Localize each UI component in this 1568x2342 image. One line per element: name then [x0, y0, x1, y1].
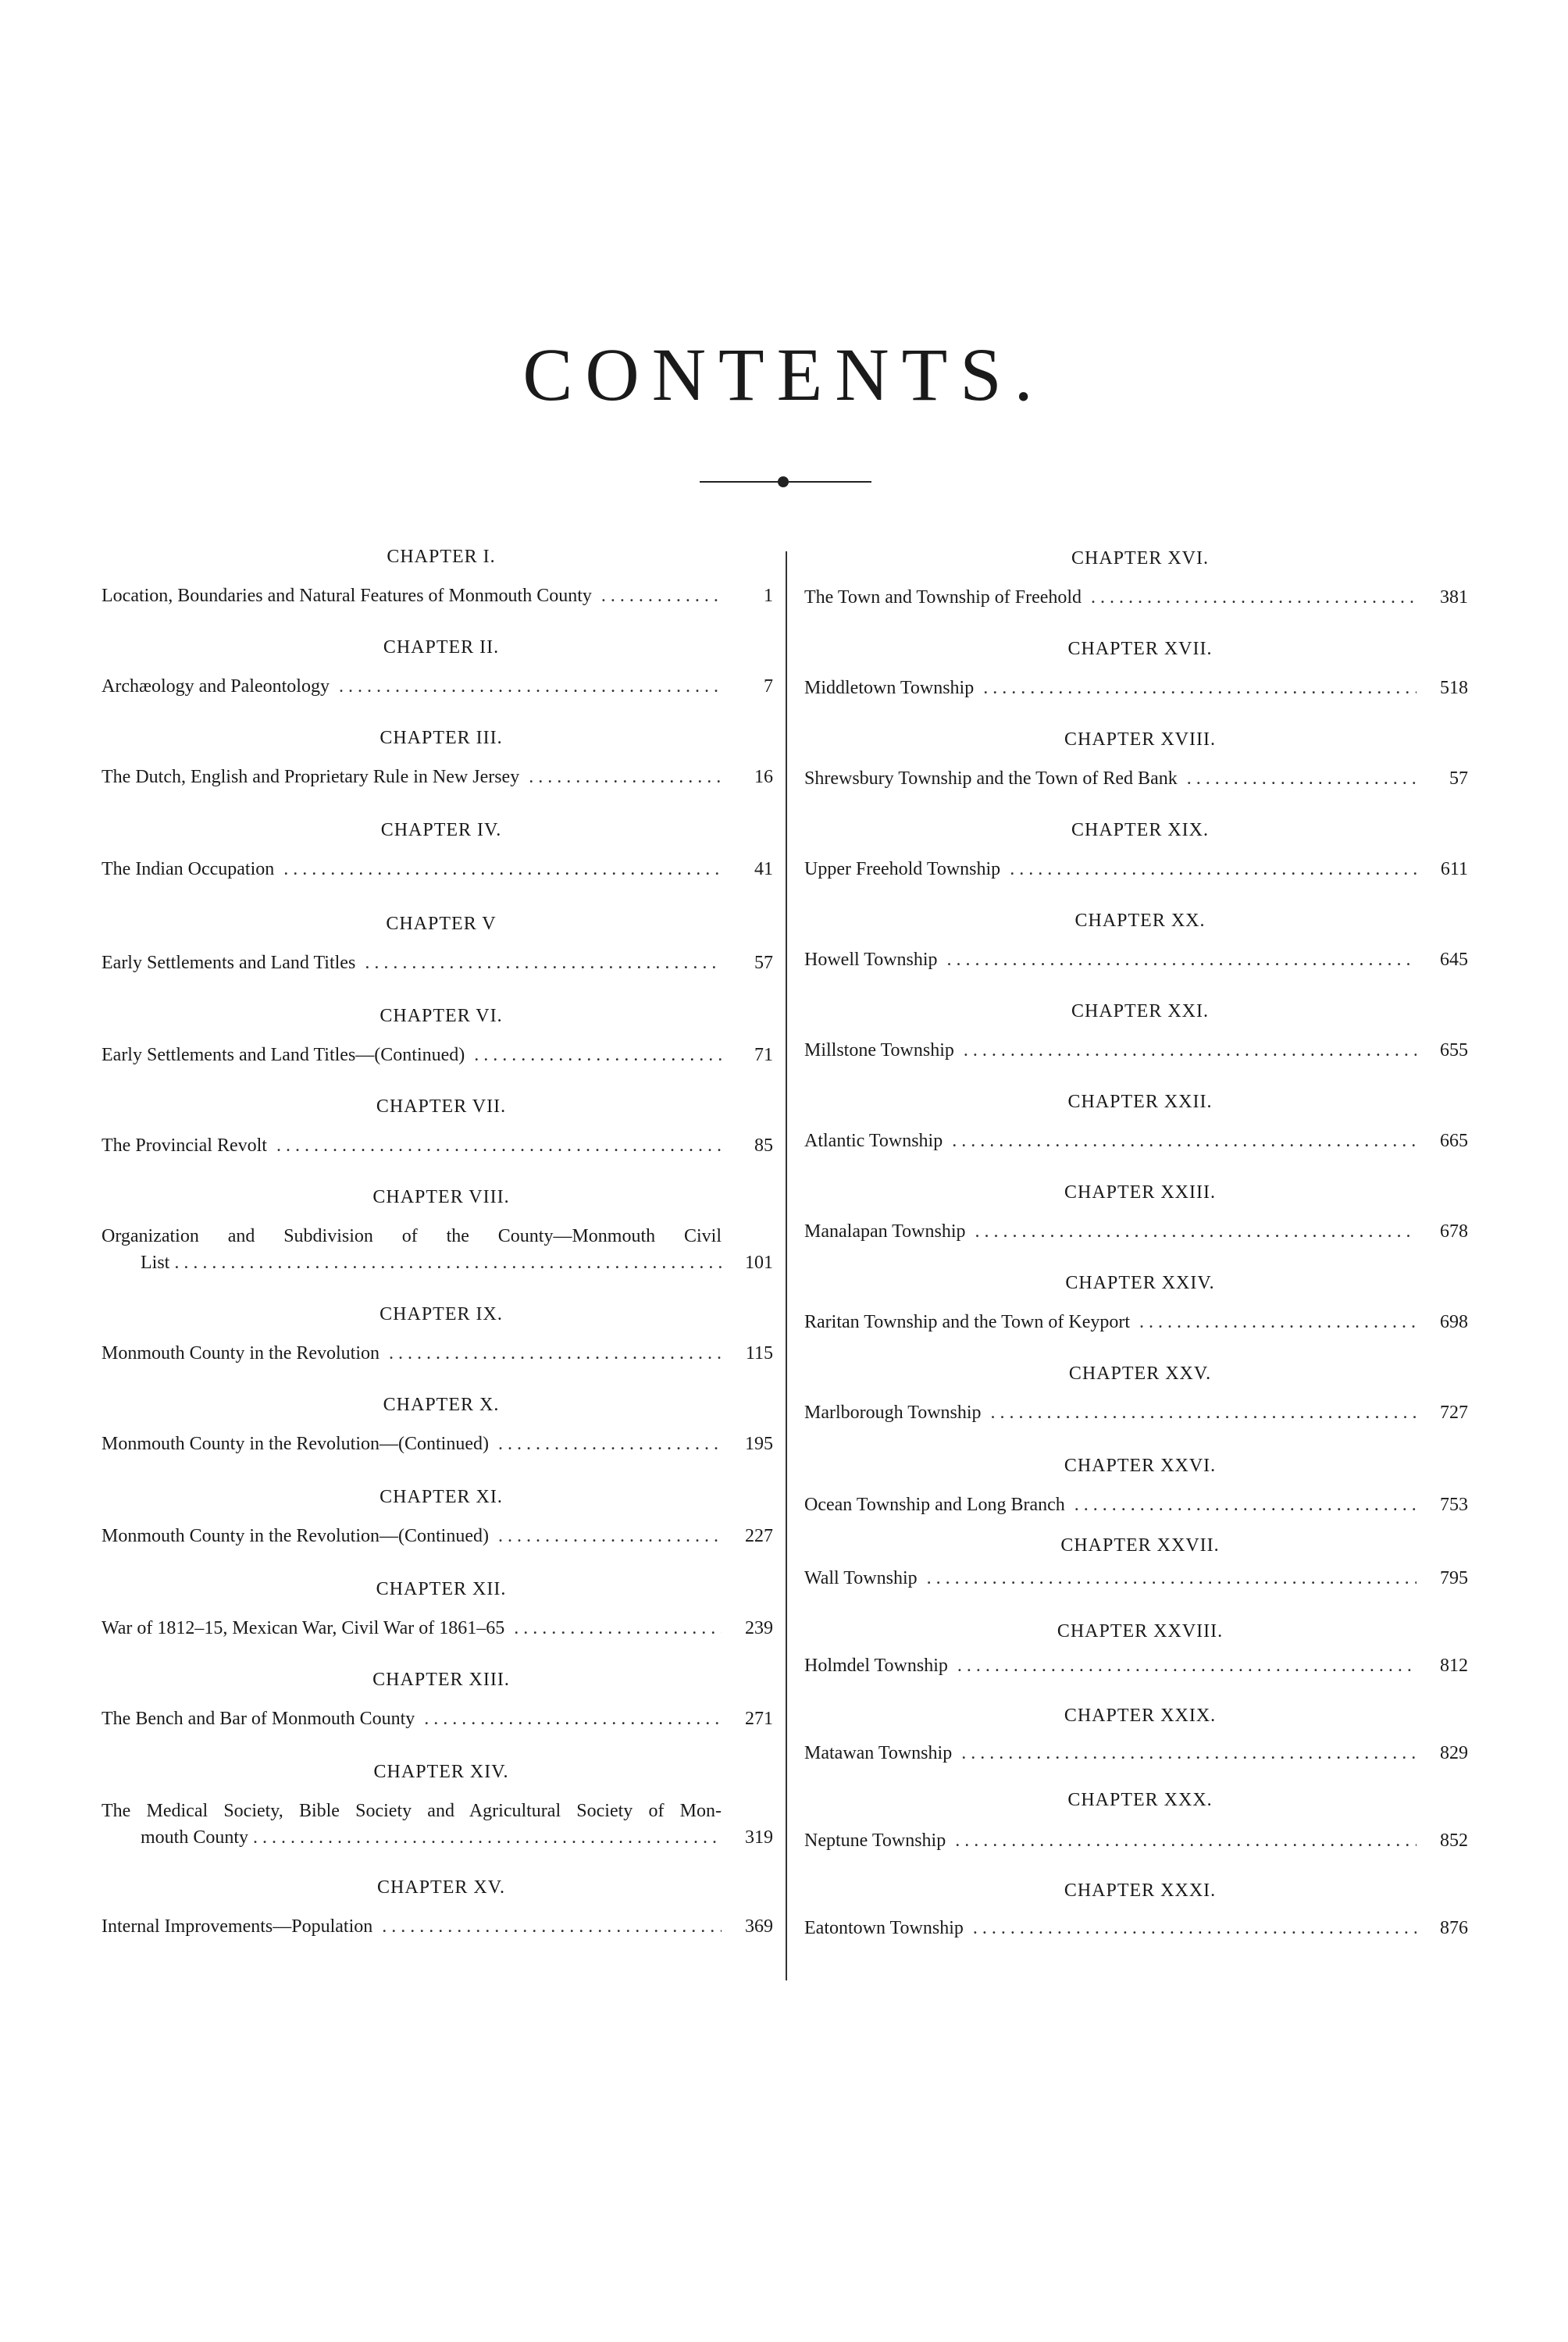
- toc-entry[interactable]: [804, 1492, 1468, 1518]
- entry-title: The Dutch, English and Proprietary Rule in New Jersey: [102, 767, 524, 787]
- title-rule-ornament: [778, 476, 789, 487]
- entry-title: Monmouth County in the Revolution: [102, 1343, 384, 1363]
- entry-title: Shrewsbury Township and the Town of Red Bank: [804, 768, 1182, 789]
- chapter-heading: CHAPTER XXIX.: [1064, 1706, 1217, 1726]
- entry-page: 71: [754, 1045, 773, 1065]
- entry-title: Archæology and Paleontology: [102, 676, 334, 697]
- entry-title: The Provincial Revolt: [102, 1135, 272, 1156]
- chapter-heading: CHAPTER XVII.: [1067, 639, 1213, 659]
- entry-title: Manalapan Township: [804, 1221, 971, 1242]
- entry-page: 665: [1440, 1131, 1468, 1151]
- toc-entry[interactable]: [804, 1740, 1468, 1766]
- chapter-heading: CHAPTER XIII.: [372, 1670, 510, 1690]
- chapter-heading: CHAPTER XVIII.: [1064, 729, 1216, 750]
- entry-title: Internal Improvements—Population: [102, 1916, 377, 1937]
- toc-entry[interactable]: [804, 584, 1468, 611]
- entry-title-line-2: mouth County: [141, 1824, 253, 1851]
- chapter-heading: CHAPTER XXIV.: [1065, 1273, 1215, 1293]
- chapter-heading: CHAPTER VI.: [380, 1006, 503, 1026]
- entry-title: Neptune Township: [804, 1830, 950, 1851]
- entry-title: Early Settlements and Land Titles: [102, 953, 360, 973]
- chapter-heading: CHAPTER IX.: [380, 1304, 503, 1324]
- entry-title: Atlantic Township: [804, 1131, 947, 1151]
- entry-page: 645: [1440, 950, 1468, 970]
- toc-entry[interactable]: [102, 764, 773, 790]
- entry-title: War of 1812–15, Mexican War, Civil War of 1861–65: [102, 1618, 509, 1638]
- chapter-heading: CHAPTER XXVIII.: [1057, 1621, 1224, 1642]
- entry-page: 852: [1440, 1830, 1468, 1851]
- entry-page: 101: [745, 1253, 773, 1273]
- entry-page: 41: [754, 859, 773, 879]
- entry-title: Eatontown Township: [804, 1918, 968, 1938]
- entry-title: Howell Township: [804, 950, 943, 970]
- toc-entry[interactable]: [804, 1309, 1468, 1335]
- entry-title-line-2: List: [141, 1249, 174, 1276]
- entry-page: 795: [1440, 1568, 1468, 1588]
- toc-entry[interactable]: [804, 946, 1468, 973]
- column-divider: [786, 551, 787, 1980]
- toc-entry[interactable]: [102, 1798, 773, 1851]
- toc-entry[interactable]: [804, 765, 1468, 792]
- toc-entry[interactable]: [102, 583, 773, 609]
- page-title: CONTENTS.: [522, 333, 1046, 416]
- entry-page: 16: [754, 767, 773, 787]
- chapter-heading: CHAPTER XII.: [376, 1579, 507, 1599]
- toc-entry[interactable]: [102, 1615, 773, 1642]
- chapter-heading: CHAPTER VII.: [376, 1096, 507, 1117]
- chapter-heading: CHAPTER X.: [383, 1395, 500, 1415]
- entry-page: 7: [764, 676, 773, 697]
- entry-title: Holmdel Township: [804, 1656, 953, 1676]
- toc-entry[interactable]: [804, 1037, 1468, 1064]
- toc-entry[interactable]: [102, 1431, 773, 1457]
- entry-page: 271: [745, 1709, 773, 1729]
- toc-entry[interactable]: [804, 1218, 1468, 1245]
- entry-page: 655: [1440, 1040, 1468, 1060]
- entry-page: 829: [1440, 1743, 1468, 1763]
- chapter-heading: CHAPTER XXVI.: [1064, 1456, 1217, 1476]
- chapter-heading: CHAPTER XXXI.: [1064, 1880, 1217, 1901]
- entry-page: 369: [745, 1916, 773, 1937]
- entry-page: 611: [1440, 859, 1468, 879]
- chapter-heading: CHAPTER V: [386, 914, 497, 934]
- entry-page: 678: [1440, 1221, 1468, 1242]
- chapter-heading: CHAPTER XI.: [380, 1487, 503, 1507]
- entry-page: 812: [1440, 1656, 1468, 1676]
- entry-title: Marlborough Township: [804, 1403, 986, 1423]
- chapter-heading: CHAPTER XXX.: [1067, 1790, 1213, 1810]
- toc-entry[interactable]: [102, 1523, 773, 1549]
- chapter-heading: CHAPTER II.: [383, 637, 500, 658]
- toc-entry[interactable]: [102, 1706, 773, 1732]
- chapter-heading: CHAPTER XX.: [1074, 911, 1206, 931]
- toc-entry[interactable]: [804, 1565, 1468, 1592]
- entry-title: The Town and Township of Freehold: [804, 587, 1086, 608]
- entry-title-line-1: The Medical Society, Bible Society and Agricultural Society of Mon-: [102, 1801, 722, 1821]
- toc-entry[interactable]: [102, 673, 773, 700]
- entry-title: Wall Township: [804, 1568, 922, 1588]
- entry-title: Ocean Township and Long Branch: [804, 1495, 1070, 1515]
- entry-page: 227: [745, 1526, 773, 1546]
- chapter-heading: CHAPTER XXV.: [1068, 1363, 1212, 1384]
- entry-title: The Bench and Bar of Monmouth County: [102, 1709, 419, 1729]
- toc-entry[interactable]: [102, 1913, 773, 1940]
- chapter-heading: CHAPTER III.: [380, 728, 503, 748]
- toc-entry[interactable]: [804, 675, 1468, 701]
- toc-entry[interactable]: [102, 950, 773, 976]
- entry-page: 319: [745, 1827, 773, 1848]
- entry-page: 753: [1440, 1495, 1468, 1515]
- entry-title: Monmouth County in the Revolution—(Continued): [102, 1526, 494, 1546]
- entry-page: 876: [1440, 1918, 1468, 1938]
- entry-title-line-1: Organization and Subdivision of the County—Monmouth Civil: [102, 1226, 722, 1246]
- toc-entry[interactable]: [102, 1223, 773, 1276]
- chapter-heading: CHAPTER XXVII.: [1060, 1535, 1220, 1556]
- entry-title: Middletown Township: [804, 678, 978, 698]
- toc-entry[interactable]: [102, 856, 773, 882]
- toc-entry[interactable]: [804, 1827, 1468, 1854]
- toc-entry[interactable]: [804, 1128, 1468, 1154]
- chapter-heading: CHAPTER VIII.: [372, 1187, 510, 1207]
- entry-page: 381: [1440, 587, 1468, 608]
- entry-title: Monmouth County in the Revolution—(Continued): [102, 1434, 494, 1454]
- entry-page: 239: [745, 1618, 773, 1638]
- chapter-heading: CHAPTER XXII.: [1067, 1092, 1213, 1112]
- toc-entry[interactable]: [102, 1132, 773, 1159]
- entry-page: 195: [745, 1434, 773, 1454]
- entry-title: The Indian Occupation: [102, 859, 279, 879]
- toc-entry[interactable]: [804, 1915, 1468, 1941]
- chapter-heading: CHAPTER I.: [387, 547, 496, 567]
- chapter-heading: CHAPTER XXIII.: [1064, 1182, 1216, 1203]
- entry-title: Millstone Township: [804, 1040, 959, 1060]
- entry-page: 57: [1449, 768, 1468, 789]
- toc-entry[interactable]: [102, 1042, 773, 1068]
- chapter-heading: CHAPTER XXI.: [1071, 1001, 1209, 1021]
- toc-entry[interactable]: [102, 1340, 773, 1367]
- entry-title: Matawan Township: [804, 1743, 957, 1763]
- entry-title: Upper Freehold Township: [804, 859, 1005, 879]
- chapter-heading: CHAPTER XV.: [377, 1877, 505, 1898]
- entry-page: 115: [745, 1343, 773, 1363]
- toc-entry[interactable]: [804, 856, 1468, 882]
- entry-page: 518: [1440, 678, 1468, 698]
- chapter-heading: CHAPTER XIX.: [1071, 820, 1209, 840]
- entry-page: 698: [1440, 1312, 1468, 1332]
- entry-page: 1: [764, 586, 773, 606]
- chapter-heading: CHAPTER IV.: [380, 820, 502, 840]
- entry-page: 727: [1440, 1403, 1468, 1423]
- entry-page: 57: [754, 953, 773, 973]
- chapter-heading: CHAPTER XVI.: [1071, 548, 1209, 569]
- toc-entry[interactable]: [804, 1652, 1468, 1679]
- entry-title: Location, Boundaries and Natural Features of Monmouth County: [102, 586, 597, 606]
- entry-page: 85: [754, 1135, 773, 1156]
- toc-entry[interactable]: [804, 1399, 1468, 1426]
- entry-title: Early Settlements and Land Titles—(Continued): [102, 1045, 469, 1065]
- chapter-heading: CHAPTER XIV.: [373, 1762, 509, 1782]
- entry-title: Raritan Township and the Town of Keyport: [804, 1312, 1135, 1332]
